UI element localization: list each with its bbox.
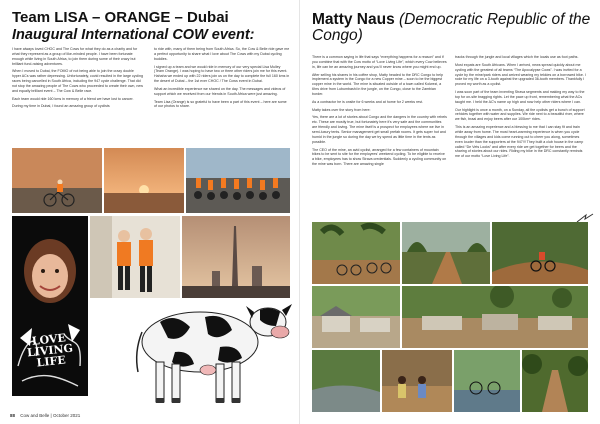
photo-rider-trail (492, 222, 588, 284)
paragraph: Most expats are South Africans. When I arrived, news spread quickly about me cycling with the greatest of all teams “The Apocalypse Cows”. I was invited for a cycle by the mine/park riders and arrived wearing my tekkies on a borrowed bike. I rode for my life on a 3-tooth against the upgraded 36-tooth members. Thankfully I proved my worth as a cyclist. (455, 62, 586, 87)
right-page (300, 0, 600, 424)
photo-bikes-river (454, 350, 520, 412)
paragraph: During my time in Dubai, I found an amazing group of cyclists (12, 104, 110, 109)
right-column-1 (312, 55, 447, 170)
left-column-2 (154, 47, 290, 112)
paragraph: When I moved to Dubai, the FOMO of not being able to join the crazy double hyper ACs was rather depressing. Unfortunately, covid resulted in the large cycling races being cancelled in South Africa, including the 947 cycle challenge. That did not stop the amazing people of The Cows who proceeded to create their own, new and equally brilliant event – The Cow & Belle race. (12, 69, 143, 93)
paragraph: Matty takes over the story from here: (312, 107, 371, 112)
photo-camp-grounds (402, 286, 588, 348)
paragraph: After selling his shares in his coffee shop, Matty headed to the DRC Congo to help implement a system in the Congo for a new Copper mine – soon to be the biggest copper mine in the world. The mine is situated outside of a town called Kolwezi, a 6hrs drive from Lubumbashi in the jungle, on the Congo, close to the Zambian border. (312, 72, 443, 96)
paragraph: Yes, there are a lot of stories about Congo and the dangers in the country with rebels etc. These are mostly true, but fortunately here it's very safe and the communities are friendly and loving. The mine itself is a prospect for employees where we live in semi-luxury tents. Senior management get small prefab rooms. It gets super hot and humid in the jungle so during the day we try spend as little time in the tents as possible. (312, 115, 447, 144)
footer-text: Cow and Belle | October 2021 (20, 413, 81, 418)
right-column-2 (455, 55, 588, 162)
photo-group-riders (186, 148, 290, 213)
photo-jungle-riders (312, 222, 400, 284)
paragraph: As a contractor he is onsite for 6 weeks and at home for 2 weeks rest. (312, 99, 424, 104)
paragraph: I signed up a team and we would ride in memory of our very special Lisa Mulley (Team Orange). I was hoping to have two or three other riders join me for this event. Hahaha we ended up with 22 riders join us on the day to complete the full 160 kms in the desert of Dubai – the 1st ever CHOC / The Cows event in Dubai. (154, 64, 290, 84)
paragraph: The CEO of the mine, an avid cyclist, arranged for a few containers of mountain bikes to be sent to site for the employees' weekend cycling. To be eligible to receive a bike, employees has to show Strava credentials. Suddenly a cycling community on the mine was born. There are amazing single (312, 147, 447, 167)
right-title-main: Matty Naus (312, 11, 395, 28)
cow-illustration (120, 282, 300, 412)
right-title (312, 12, 592, 45)
photo-dirt-road (402, 222, 490, 284)
photo-village-kids (382, 350, 452, 412)
photo-camp-tents (312, 286, 400, 348)
photo-cyclists-dusk (12, 148, 102, 213)
left-title: Team LISA – ORANGE – Dubai (12, 9, 229, 26)
left-subtitle: Inaugural International COW event: (12, 27, 255, 43)
left-footer (10, 413, 80, 418)
photo-river (312, 350, 380, 412)
paragraph: I was soon part of the team inventing Strava segments and making my way to the top for on-site bragging rights. Let the pace up front, remembering what the ACs taught me. I held the AC's name up high and now help other riders where I can. (455, 90, 585, 104)
paragraph: Each team would ride 160 kms in memory of a friend we have lost to cancer. (12, 96, 134, 101)
paragraph: There is a common saying in life that says “everything happens for a reason” and if you combine that with the Cow motto of “Love Living Life”, which every Cow believes in, life can be an amazing journey and you’ll never know where you might end up. (312, 55, 447, 69)
paragraph: tracks through the jungle and local villages which the locals use as foot paths. (455, 55, 579, 59)
paragraph: Our highlight is once a month, on a Sunday, all the cyclists get a bunch of support vehicles together with water and supplies. We ride next to a beautiful river, where we fish, braai and enjoy beers after our 100km+ rides. (455, 107, 585, 122)
paragraph: Team Lisa (Orange) is so grateful to have been a part of this event – here are some of our photos to share. (154, 99, 287, 109)
paragraph: to ride with, many of them being from South Africa. So, the Cow & Belle ride gave me a perfect opportunity to share what I love about The Cows with my Dubai cycling buddies. (154, 47, 290, 61)
love-living-life-graffiti: LOVE LIVING LIFE (26, 331, 74, 370)
right-title-sub: (Democratic Republic of the Congo) (312, 11, 591, 45)
photo-forest-trail (522, 350, 588, 412)
left-column-1 (12, 47, 143, 112)
photo-lisa-portrait (12, 216, 88, 396)
paragraph: This is an amazing experience and a blessing to me that I can stay fit and train while away from home. The most heart-warming experience is when you cycle through the villages and kids come running out to cheer you along, sometimes even louder than the supporters at the 947!!! They built a club house in the camp called “De Vets Looks” and after every ride we get together for beers and the sharing of stories about our rides. Riding my bike in the DRC constantly reminds me of our motto “Love Living Life”. (455, 125, 584, 159)
photo-desert-sunset (104, 148, 184, 213)
paragraph: I have always loved CHOC and The Cows for what they do as a charity and for what they represent as a group of like-minded people. I have been fortunate enough while living in South Africa, to join them during some of their crazy but brilliant fund-raising adventures. (12, 47, 138, 66)
page-number: 88 (10, 413, 16, 418)
paragraph: What an incredible experience we shared on the day. The messages and videos of support which we received from our friends in South Africa were just amazing. (154, 86, 286, 96)
